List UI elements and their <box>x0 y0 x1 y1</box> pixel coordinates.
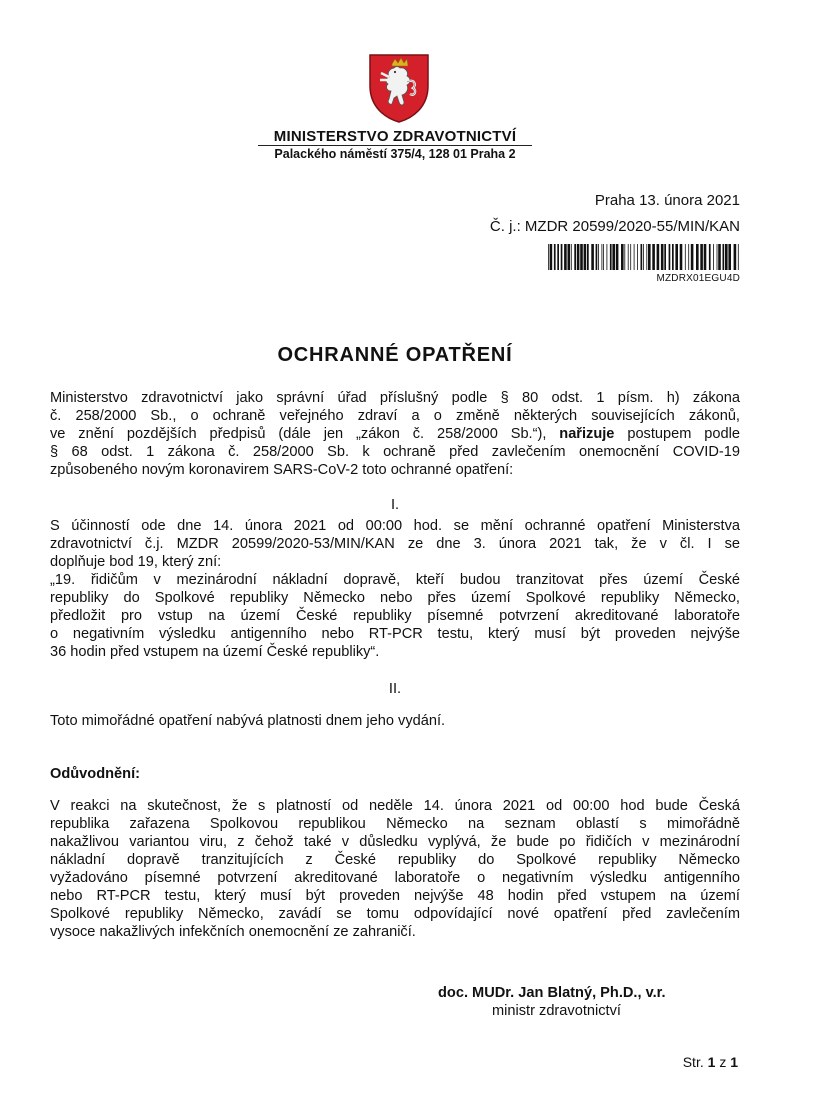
text-line: o negativním výsledku antigenního nebo RT-PCR testu, který musí být proveden nejvýše <box>50 626 740 642</box>
ministry-name: MINISTERSTVO ZDRAVOTNICTVÍ <box>273 128 517 145</box>
barcode-bar <box>628 244 629 270</box>
text-line: Spolkové republiky Německo, zavádí se tomu odpovídající nové opatření před zavlečením <box>50 906 740 922</box>
text-line: „19. řidičům v mezinárodní nákladní dopravě, kteří budou tranzitovat přes území České <box>50 572 740 588</box>
section-two-paragraph <box>50 712 740 730</box>
barcode-bar <box>634 244 635 270</box>
reference-number: Č. j.: MZDR 20599/2020-55/MIN/KAN <box>489 218 740 235</box>
barcode-bar <box>550 244 553 270</box>
barcode-bar <box>669 244 671 270</box>
barcode-bar <box>652 244 655 270</box>
barcode-bar <box>610 244 612 270</box>
barcode-bar <box>691 244 694 270</box>
barcode-bar <box>621 244 624 270</box>
barcode-bar <box>641 244 643 270</box>
barcode-bar <box>607 244 608 270</box>
page-total: 1 <box>730 1054 738 1070</box>
section-number: I. <box>390 497 400 513</box>
barcode-bar <box>603 244 604 270</box>
intro-paragraph <box>50 389 740 479</box>
barcode-bar <box>734 244 737 270</box>
ministry-address: Palackého náměstí 375/4, 128 01 Praha 2 <box>274 147 516 161</box>
barcode-bar <box>648 244 651 270</box>
barcode-bar <box>630 244 631 270</box>
text-line: Toto mimořádné opatření nabývá platnosti dnem jeho vydání. <box>50 713 446 729</box>
section-one-paragraph <box>50 517 740 661</box>
barcode-bar <box>725 244 728 270</box>
barcode-bar <box>728 244 731 270</box>
header-divider <box>258 145 532 146</box>
text-line: nebo RT-PCR testu, který musí být proveden nejvýše 48 hodin před vstupem na území <box>50 888 740 904</box>
text-line: nákladní dopravě tranzitujících z České republiky do Spolkové republiky Německo <box>50 852 740 868</box>
barcode-bar <box>557 244 559 270</box>
text-line: Ministerstvo zdravotnictví jako správní úřad příslušný podle § 80 odst. 1 písm. h) zákona <box>50 390 740 406</box>
barcode-bar <box>700 244 703 270</box>
page-number <box>683 1054 738 1070</box>
barcode-bar <box>672 244 674 270</box>
text-line: nakažlivou variantou viru, z čehož také v důsledku vyplývá, že bude po řidičích v mezinárodní <box>50 834 740 850</box>
orders-emphasis: nařizuje <box>559 426 615 442</box>
barcode-bar <box>548 244 549 270</box>
coat-of-arms-emblem <box>367 52 431 124</box>
barcode-bar <box>685 244 686 270</box>
barcode-bar <box>598 244 599 270</box>
barcode-bar <box>616 244 619 270</box>
text-fragment: postupem podle <box>627 426 741 442</box>
barcode-bar <box>696 244 699 270</box>
text-line: republika zařazena Spolkovou republikou Německo na seznam oblastí s mimořádně <box>50 816 740 832</box>
text-line: § 68 odst. 1 zákona č. 258/2000 Sb. k ochraně před zavlečením onemocnění COVID-19 <box>50 444 740 460</box>
barcode-bar <box>577 244 580 270</box>
barcode-bar <box>571 244 572 270</box>
signer-name: doc. MUDr. Jan Blatný, Ph.D., v.r. <box>438 985 666 1001</box>
text-line: zdravotnictví č.j. MZDR 20599/2020-53/MIN/KAN ze dne 3. února 2021 tak, že v čl. I se <box>50 536 740 552</box>
barcode-bar <box>561 244 563 270</box>
barcode-bar <box>664 244 666 270</box>
text-line: způsobeného novým koronavirem SARS-CoV-2 toto ochranné opatření: <box>50 462 514 478</box>
page-separator: z <box>719 1054 727 1070</box>
signer-role: ministr zdravotnictví <box>492 1003 621 1019</box>
barcode-bar <box>675 244 678 270</box>
barcode-bar <box>612 244 615 270</box>
barcode-bar <box>646 244 647 270</box>
barcode-bar <box>643 244 644 270</box>
text-line: doplňuje bod 19, který zní: <box>50 554 222 570</box>
barcode-bar <box>591 244 594 270</box>
barcode-bar <box>568 244 571 270</box>
barcode-code: MZDRX01EGU4D <box>656 273 740 284</box>
barcode-bar <box>688 244 689 270</box>
barcode-bar <box>709 244 711 270</box>
text-line: vysoce nakažlivých infekčních onemocnění ze zahraničí. <box>50 924 416 940</box>
barcode-bar <box>574 244 576 270</box>
text-line: 36 hodin před vstupem na území České republiky“. <box>50 644 380 660</box>
barcode-bar <box>580 244 583 270</box>
barcode-bar <box>661 244 664 270</box>
text-line: S účinností ode dne 14. února 2021 od 00:00 hod. se mění ochranné opatření Ministerstva <box>50 518 740 534</box>
place-and-date: Praha 13. února 2021 <box>594 192 740 209</box>
justification-paragraph <box>50 797 740 941</box>
barcode-bar <box>596 244 598 270</box>
barcode-bar <box>704 244 707 270</box>
barcode-bar <box>713 244 714 270</box>
text-line: předložit pro vstup na území České republiky písemné potvrzení akreditované laboratoře <box>50 608 740 624</box>
text-line: republiky do Spolkové republiky Německo nebo přes území Spolkové republiky Německo, <box>50 590 740 606</box>
text-line: vyžadováno písemné potvrzení akreditované laboratoře o negativním výsledku antigenního <box>50 870 740 886</box>
barcode-bar <box>554 244 556 270</box>
barcode-bar <box>637 244 638 270</box>
barcode-bar <box>584 244 587 270</box>
barcode-bar <box>723 244 725 270</box>
barcode-bar <box>738 244 739 270</box>
text-fragment: ve znění pozdějších předpisů (dále jen „zákon č. 258/2000 Sb.“), <box>50 426 547 442</box>
text-line: V reakci na skutečnost, že s platností od neděle 14. února 2021 od 00:00 hod bude Česká <box>50 798 740 814</box>
barcode-bar <box>602 244 603 270</box>
barcode-bar <box>624 244 625 270</box>
text-line-with-emphasis <box>50 425 740 443</box>
barcode-bar <box>587 244 589 270</box>
barcode-bar <box>680 244 683 270</box>
barcode-bar <box>717 244 718 270</box>
page-current: 1 <box>707 1054 716 1070</box>
barcode-bar <box>718 244 721 270</box>
document-title: OCHRANNÉ OPATŘENÍ <box>277 344 513 366</box>
text-line: č. 258/2000 Sb., o ochraně veřejného zdraví a o změně některých souvisejících zákonů, <box>50 408 740 424</box>
section-number: II. <box>388 681 402 697</box>
barcode <box>548 244 740 270</box>
page-prefix: Str. <box>682 1054 704 1070</box>
barcode-bar <box>657 244 660 270</box>
barcode-bar <box>564 244 567 270</box>
justification-heading: Odůvodnění: <box>50 766 140 782</box>
